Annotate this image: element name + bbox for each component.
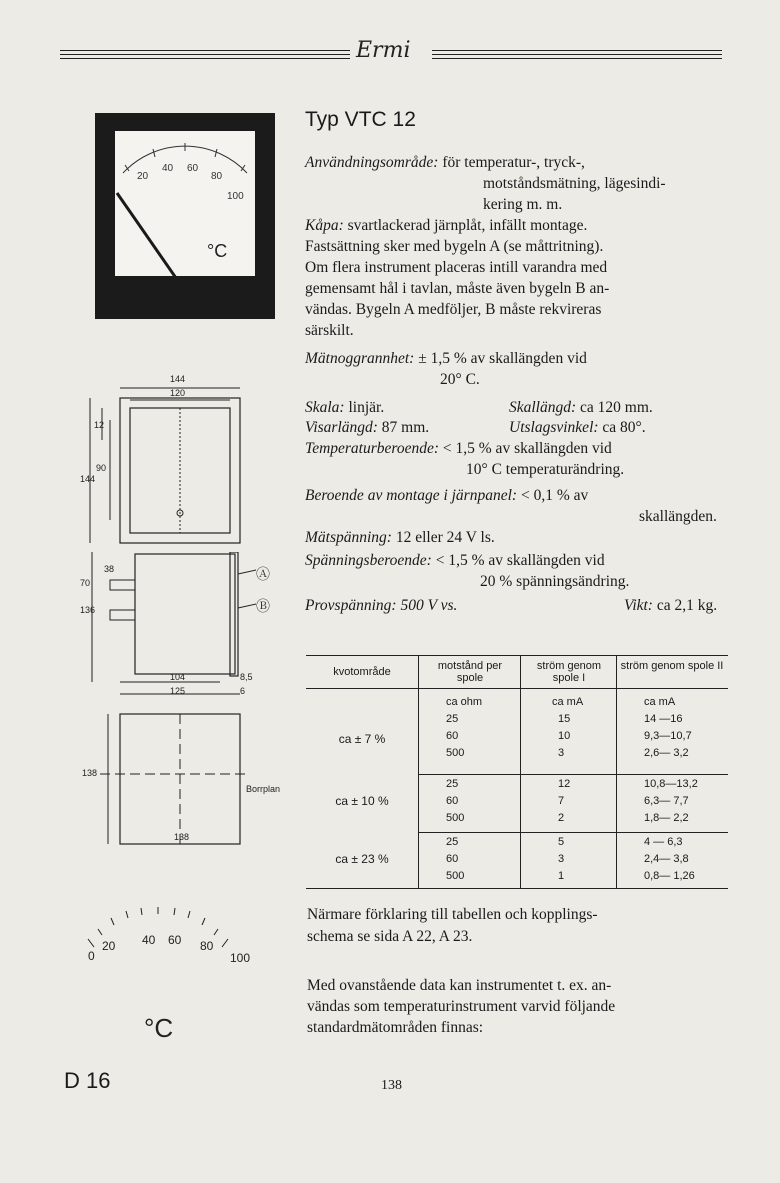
utslag-text: ca 80°. [602,419,646,436]
table-cell: 10,8—13,2 [644,778,698,790]
unit-ohm: ca ohm [446,696,483,708]
table-cell: 500 [446,812,465,824]
borrplan-label: Borrplan [246,784,281,794]
prov-text: 500 V vs. [400,597,458,614]
skallangd-text: ca 120 mm. [580,399,653,416]
dial-scale-0: 0 [88,949,95,963]
anv-line3: kering m. m. [483,196,563,213]
matsp-text: 12 eller 24 V ls. [395,529,495,546]
table-header-rule [306,688,728,689]
table-cell: 3 [558,853,565,865]
table-group-rule-2 [418,832,728,833]
table-cell: 60 [446,730,459,742]
brand-logo: Ermi [356,38,411,63]
table-cell: 9,3—10,7 [644,730,692,742]
table-cell: 500 [446,870,465,882]
kapa-label: Kåpa: [305,217,344,234]
data-table [306,655,728,889]
utslag-label: Utslagsvinkel: [509,419,599,436]
skallangd-line [509,399,653,417]
vikt-label: Vikt: [624,597,653,614]
dim-144-top: 144 [170,374,186,384]
unit-ma-2: ca mA [644,696,676,708]
beroende-label: Beroende av montage i järnpanel: [305,487,518,504]
anv-label: Användningsområde: [305,154,439,171]
beroende-line2: skallängden. [639,508,717,525]
matsp-line [305,529,495,547]
header-rule-right [432,50,722,51]
prov-label: Provspänning: [305,597,397,614]
note-line2: schema se sida A 22, A 23. [307,928,473,945]
dim-90-left: 90 [96,463,107,473]
fast-line1: Fastsättning sker med bygeln A (se måttritning). [305,238,604,255]
table-cell: 15 [558,713,571,725]
dial-scale-80: 80 [200,939,214,953]
table-cell: 60 [446,795,459,807]
th-strom-spole-1: ström genom spole I [536,660,602,684]
table-cell: 3 [558,747,565,759]
table-divider-2 [520,656,521,888]
dial-scale-100: 100 [230,951,251,965]
table-cell: 4 — 6,3 [644,836,683,848]
th-strom-spole-2: ström genom spole II [620,660,724,672]
group-label-1: ca ± 7 % [338,732,386,746]
matn-line [305,350,587,368]
matn-text: ± 1,5 % av skallängden vid [418,350,587,367]
page-number: 138 [381,1078,402,1093]
note-line3: Med ovanstående data kan instrumentet t. ex. an- [307,977,612,994]
table-cell: 2,6— 3,2 [644,747,689,759]
dial-scale-40: 40 [142,933,156,947]
kapa-text: svartlackerad järnplåt, infällt montage. [347,217,588,234]
table-divider-3 [616,656,617,888]
table-cell: 0,8— 1,26 [644,870,695,882]
dial-scale-60: 60 [168,933,182,947]
photo-scale-60: 60 [187,163,199,174]
label-b-icon: Ⓑ [256,598,270,614]
spbero-line2: 20 % spänningsändring. [480,573,630,590]
table-cell: 14 —16 [644,713,683,725]
instrument-photo [95,113,275,319]
note-line5: standardmätområden finnas: [307,1019,484,1036]
temp-line [305,440,612,458]
matn-line2: 20° C. [440,371,480,388]
dim-8-5: 8,5 [240,672,253,682]
label-a-icon: Ⓐ [256,566,270,582]
drill-plan-drawing [80,712,300,852]
section-label: D 16 [64,1068,111,1093]
dial-scale-illustration [82,905,282,1065]
fast-line2: Om flera instrument placeras intill varandra med [305,259,608,276]
anv-text1: för temperatur-, tryck-, [442,154,585,171]
group-label-3: ca ± 23 % [335,852,389,866]
utslag-line [509,419,646,437]
table-cell: 10 [558,730,571,742]
side-dimension-drawing [80,552,280,712]
header-rule-left-3 [60,58,350,59]
header-rule-left [60,50,350,51]
dial-scale-20: 20 [102,939,116,953]
table-group-rule-1 [418,774,728,775]
dial-unit: °C [144,1013,174,1043]
matsp-label: Mätspänning: [305,529,392,546]
dim-104: 104 [170,672,186,682]
table-cell: 6,3— 7,7 [644,795,689,807]
note-line1: Närmare förklaring till tabellen och kopplings- [307,906,598,923]
photo-scale-100: 100 [227,191,244,202]
table-cell: 2 [558,812,565,824]
table-cell: 1 [558,870,565,882]
page-title: Typ VTC 12 [305,108,416,131]
skala-label: Skala: [305,399,345,416]
anv-line2: motståndsmätning, lägesindi- [483,175,666,192]
photo-scale-40: 40 [162,163,174,174]
header-rule-right-2 [432,54,722,55]
table-cell: 25 [446,778,459,790]
instrument-face-drawing [115,131,255,276]
spbero-line [305,552,605,570]
fast-line5: särskilt. [305,322,354,339]
visar-line [305,419,429,437]
photo-scale-80: 80 [211,171,223,182]
table-cell: 500 [446,747,465,759]
table-cell: 60 [446,853,459,865]
temp-label: Temperaturberoende: [305,440,440,457]
kapa-line [305,217,587,235]
vikt-text: ca 2,1 kg. [656,597,718,614]
th-kvotomrade: kvotområde [333,666,391,678]
spbero-text: < 1,5 % av skallängden vid [435,552,605,569]
unit-ma-1: ca mA [552,696,584,708]
table-cell: 12 [558,778,571,790]
table-cell: 7 [558,795,565,807]
skala-line [305,399,384,417]
table-cell: 25 [446,836,459,848]
photo-unit: °C [207,241,228,261]
dim-144-left: 144 [80,474,96,484]
temp-text: < 1,5 % av skallängden vid [442,440,612,457]
photo-scale-20: 20 [137,171,149,182]
vikt-line [624,597,717,615]
table-cell: 5 [558,836,565,848]
dim-70: 70 [80,578,91,588]
dim-136: 136 [80,605,96,615]
dim-138-v: 138 [82,768,98,778]
temp-line2: 10° C temperaturändring. [466,461,625,478]
th-motstand: motstånd per spole [437,660,503,684]
dim-120-top: 120 [170,388,186,398]
visar-label: Visarlängd: [305,419,378,436]
dim-125: 125 [170,686,186,696]
dim-12-left: 12 [94,420,105,430]
dim-138-h: 138 [174,832,190,842]
skala-text: linjär. [348,399,385,416]
table-cell: 2,4— 3,8 [644,853,689,865]
group-label-2: ca ± 10 % [335,794,389,808]
skallangd-label: Skallängd: [509,399,577,416]
beroende-line [305,487,588,505]
fast-line4: vändas. Bygeln A medföljer, B måste rekvireras [305,301,602,318]
instrument-face [115,131,255,276]
table-divider-1 [418,656,419,888]
front-dimension-drawing [80,374,260,550]
anv-line1 [305,154,585,172]
table-cell: 25 [446,713,459,725]
matn-label: Mätnoggrannhet: [305,350,415,367]
note-line4: vändas som temperaturinstrument varvid följande [307,998,616,1015]
prov-line [305,597,457,615]
dim-38: 38 [104,564,115,574]
visar-text: 87 mm. [381,419,430,436]
dim-6: 6 [240,686,246,696]
fast-line3: gemensamt hål i tavlan, måste även bygeln B an- [305,280,610,297]
table-cell: 1,8— 2,2 [644,812,689,824]
header-rule-right-3 [432,58,722,59]
header-rule-left-2 [60,54,350,55]
beroende-text: < 0,1 % av [520,487,589,504]
spbero-label: Spänningsberoende: [305,552,432,569]
